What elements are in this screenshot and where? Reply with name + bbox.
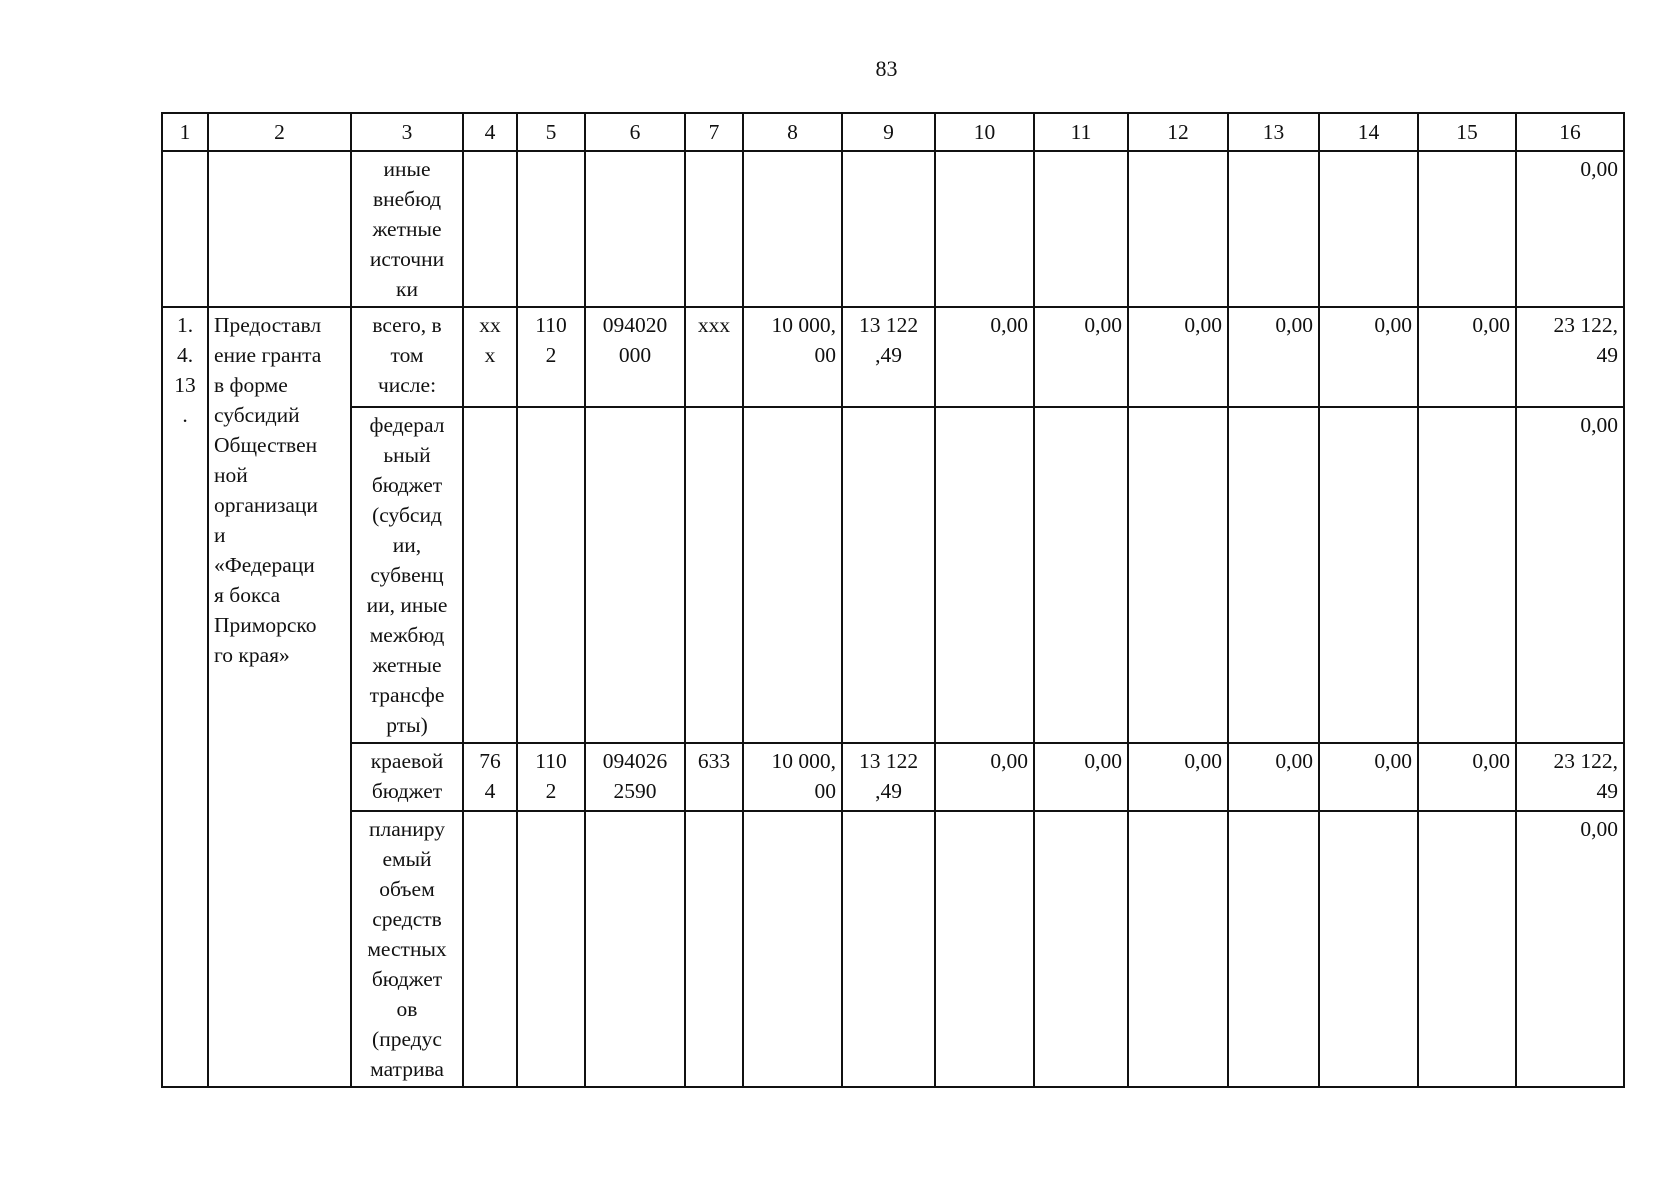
value-cell: 0,00	[1516, 151, 1624, 307]
value-cell: 0,00	[1034, 743, 1128, 811]
funding-source-cell: планиру емый объем средств местных бюджет ов (предус матрива	[351, 811, 463, 1087]
value-cell: 0,00	[1516, 811, 1624, 1087]
column-header: 10	[935, 113, 1034, 151]
value-cell: 0,00	[935, 307, 1034, 407]
column-header: 16	[1516, 113, 1624, 151]
column-header: 14	[1319, 113, 1418, 151]
column-header: 12	[1128, 113, 1228, 151]
code-cell: 094020 000	[585, 307, 685, 407]
value-cell: 23 122, 49	[1516, 307, 1624, 407]
table-row	[162, 811, 1624, 1087]
value-cell: 0,00	[935, 743, 1034, 811]
header-row	[162, 113, 1624, 151]
funding-source-cell: федерал ьный бюджет (субсид ии, субвенц ии, иные межбюд жетные трансфе рты)	[351, 407, 463, 743]
table-row	[162, 743, 1624, 811]
column-header: 4	[463, 113, 517, 151]
value-cell: 23 122, 49	[1516, 743, 1624, 811]
item-number-cell: 1. 4. 13 .	[162, 307, 208, 1087]
value-cell: 0,00	[1418, 743, 1516, 811]
code-cell: 094026 2590	[585, 743, 685, 811]
empty-cell	[162, 151, 208, 307]
value-cell: 13 122 ,49	[842, 743, 935, 811]
column-header: 8	[743, 113, 842, 151]
page-number: 83	[875, 56, 898, 81]
funding-source-cell: краевой бюджет	[351, 743, 463, 811]
code-cell: ххх	[685, 307, 743, 407]
value-cell: 0,00	[1128, 743, 1228, 811]
column-header: 5	[517, 113, 585, 151]
funding-source-cell: иные внебюд жетные источни ки	[351, 151, 463, 307]
value-cell: 0,00	[1516, 407, 1624, 743]
column-header: 9	[842, 113, 935, 151]
table-row	[162, 151, 1624, 307]
column-header: 7	[685, 113, 743, 151]
value-cell: 10 000, 00	[743, 307, 842, 407]
value-cell: 0,00	[1128, 307, 1228, 407]
column-header: 3	[351, 113, 463, 151]
value-cell: 0,00	[1319, 743, 1418, 811]
code-cell: 110 2	[517, 743, 585, 811]
column-header: 2	[208, 113, 351, 151]
column-header: 11	[1034, 113, 1128, 151]
value-cell: 0,00	[1034, 307, 1128, 407]
value-cell: 0,00	[1319, 307, 1418, 407]
table-row	[162, 307, 1624, 407]
code-cell: 110 2	[517, 307, 585, 407]
column-header: 1	[162, 113, 208, 151]
code-cell: 76 4	[463, 743, 517, 811]
empty-cell	[208, 151, 351, 307]
funding-source-cell: всего, в том числе:	[351, 307, 463, 407]
value-cell: 0,00	[1228, 743, 1319, 811]
value-cell: 0,00	[1228, 307, 1319, 407]
code-cell: хх х	[463, 307, 517, 407]
column-header: 15	[1418, 113, 1516, 151]
item-name-cell: Предоставл ение гранта в форме субсидий Обществен ной организаци и «Федераци я бокса Приморско го края»	[208, 307, 351, 1087]
table-row	[162, 407, 1624, 743]
value-cell: 0,00	[1418, 307, 1516, 407]
budget-table	[161, 112, 1625, 1088]
code-cell: 633	[685, 743, 743, 811]
column-header: 13	[1228, 113, 1319, 151]
value-cell: 10 000, 00	[743, 743, 842, 811]
column-header: 6	[585, 113, 685, 151]
value-cell: 13 122 ,49	[842, 307, 935, 407]
